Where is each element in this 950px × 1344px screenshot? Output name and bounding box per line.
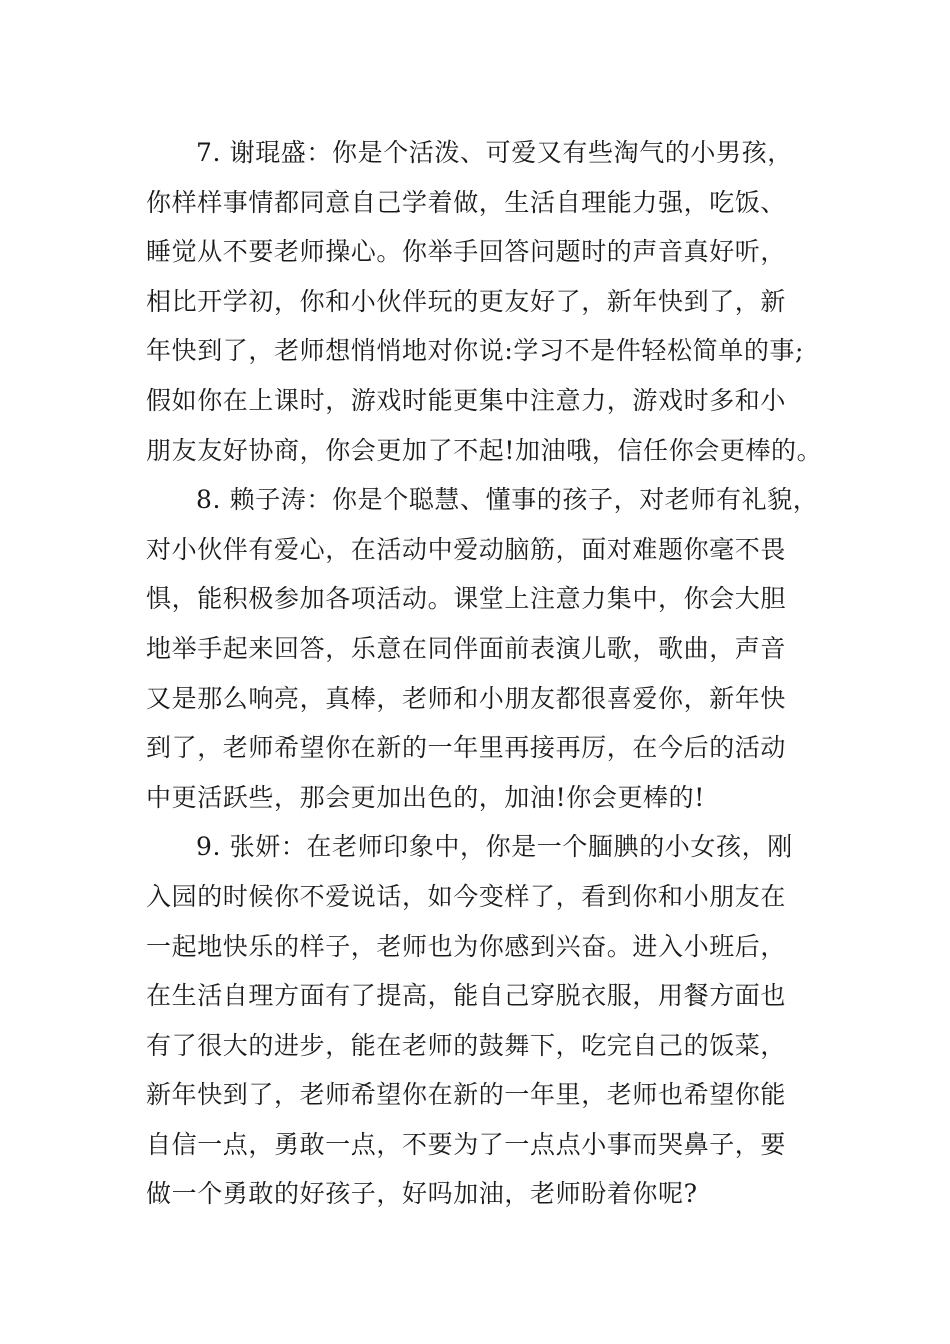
document-body — [146, 128, 823, 1219]
text-line: 惧，能积极参加各项活动。课堂上注意力集中，你会大胆 — [146, 584, 787, 614]
text-line: 自信一点，勇敢一点，不要为了一点点小事而哭鼻子，要 — [146, 1129, 787, 1159]
paragraph-9 — [146, 822, 818, 1219]
text-line: 在生活自理方面有了提高，能自己穿脱衣服，用餐方面也 — [146, 981, 787, 1011]
text-line: 相比开学初，你和小伙伴玩的更友好了，新年快到了，新 — [146, 286, 787, 316]
text-line: 假如你在上课时，游戏时能更集中注意力，游戏时多和小 — [146, 385, 787, 415]
text-line: 一起地快乐的样子，老师也为你感到兴奋。进入小班后， — [146, 931, 787, 961]
text-line: 朋友友好协商，你会更加了不起!加油哦，信任你会更棒的。 — [146, 435, 823, 465]
text-line: 又是那么响亮，真棒，老师和小朋友都很喜爱你，新年快 — [146, 683, 787, 713]
text-line: 你样样事情都同意自己学着做，生活自理能力强，吃饭、 — [146, 187, 787, 217]
text-line: 9. 张妍：在老师印象中，你是一个腼腆的小女孩，刚 — [196, 832, 793, 862]
text-line: 入园的时候你不爱说话，如今变样了，看到你和小朋友在 — [146, 881, 787, 911]
text-line: 中更活跃些，那会更加出色的，加油!你会更棒的! — [146, 782, 705, 812]
text-line: 对小伙伴有爱心，在活动中爱动脑筋，面对难题你毫不畏 — [146, 534, 787, 564]
text-line: 有了很大的进步，能在老师的鼓舞下，吃完自己的饭菜， — [146, 1030, 787, 1060]
text-line: 到了，老师希望你在新的一年里再接再厉，在今后的活动 — [146, 733, 787, 763]
paragraph-8 — [146, 475, 818, 822]
text-line: 7. 谢琨盛：你是个活泼、可爱又有些淘气的小男孩， — [196, 138, 793, 167]
paragraph-7 — [146, 128, 823, 475]
text-line: 新年快到了，老师希望你在新的一年里，老师也希望你能 — [146, 1080, 787, 1110]
text-line: 年快到了，老师想悄悄地对你说:学习不是件轻松简单的事; — [146, 336, 805, 366]
text-line: 做一个勇敢的好孩子，好吗加油，老师盼着你呢? — [146, 1179, 698, 1209]
text-line: 地举手起来回答，乐意在同伴面前表演儿歌，歌曲，声音 — [146, 633, 787, 663]
text-line: 睡觉从不要老师操心。你举手回答问题时的声音真好听， — [146, 237, 787, 267]
text-line: 8. 赖子涛：你是个聪慧、懂事的孩子，对老师有礼貌， — [196, 485, 819, 515]
